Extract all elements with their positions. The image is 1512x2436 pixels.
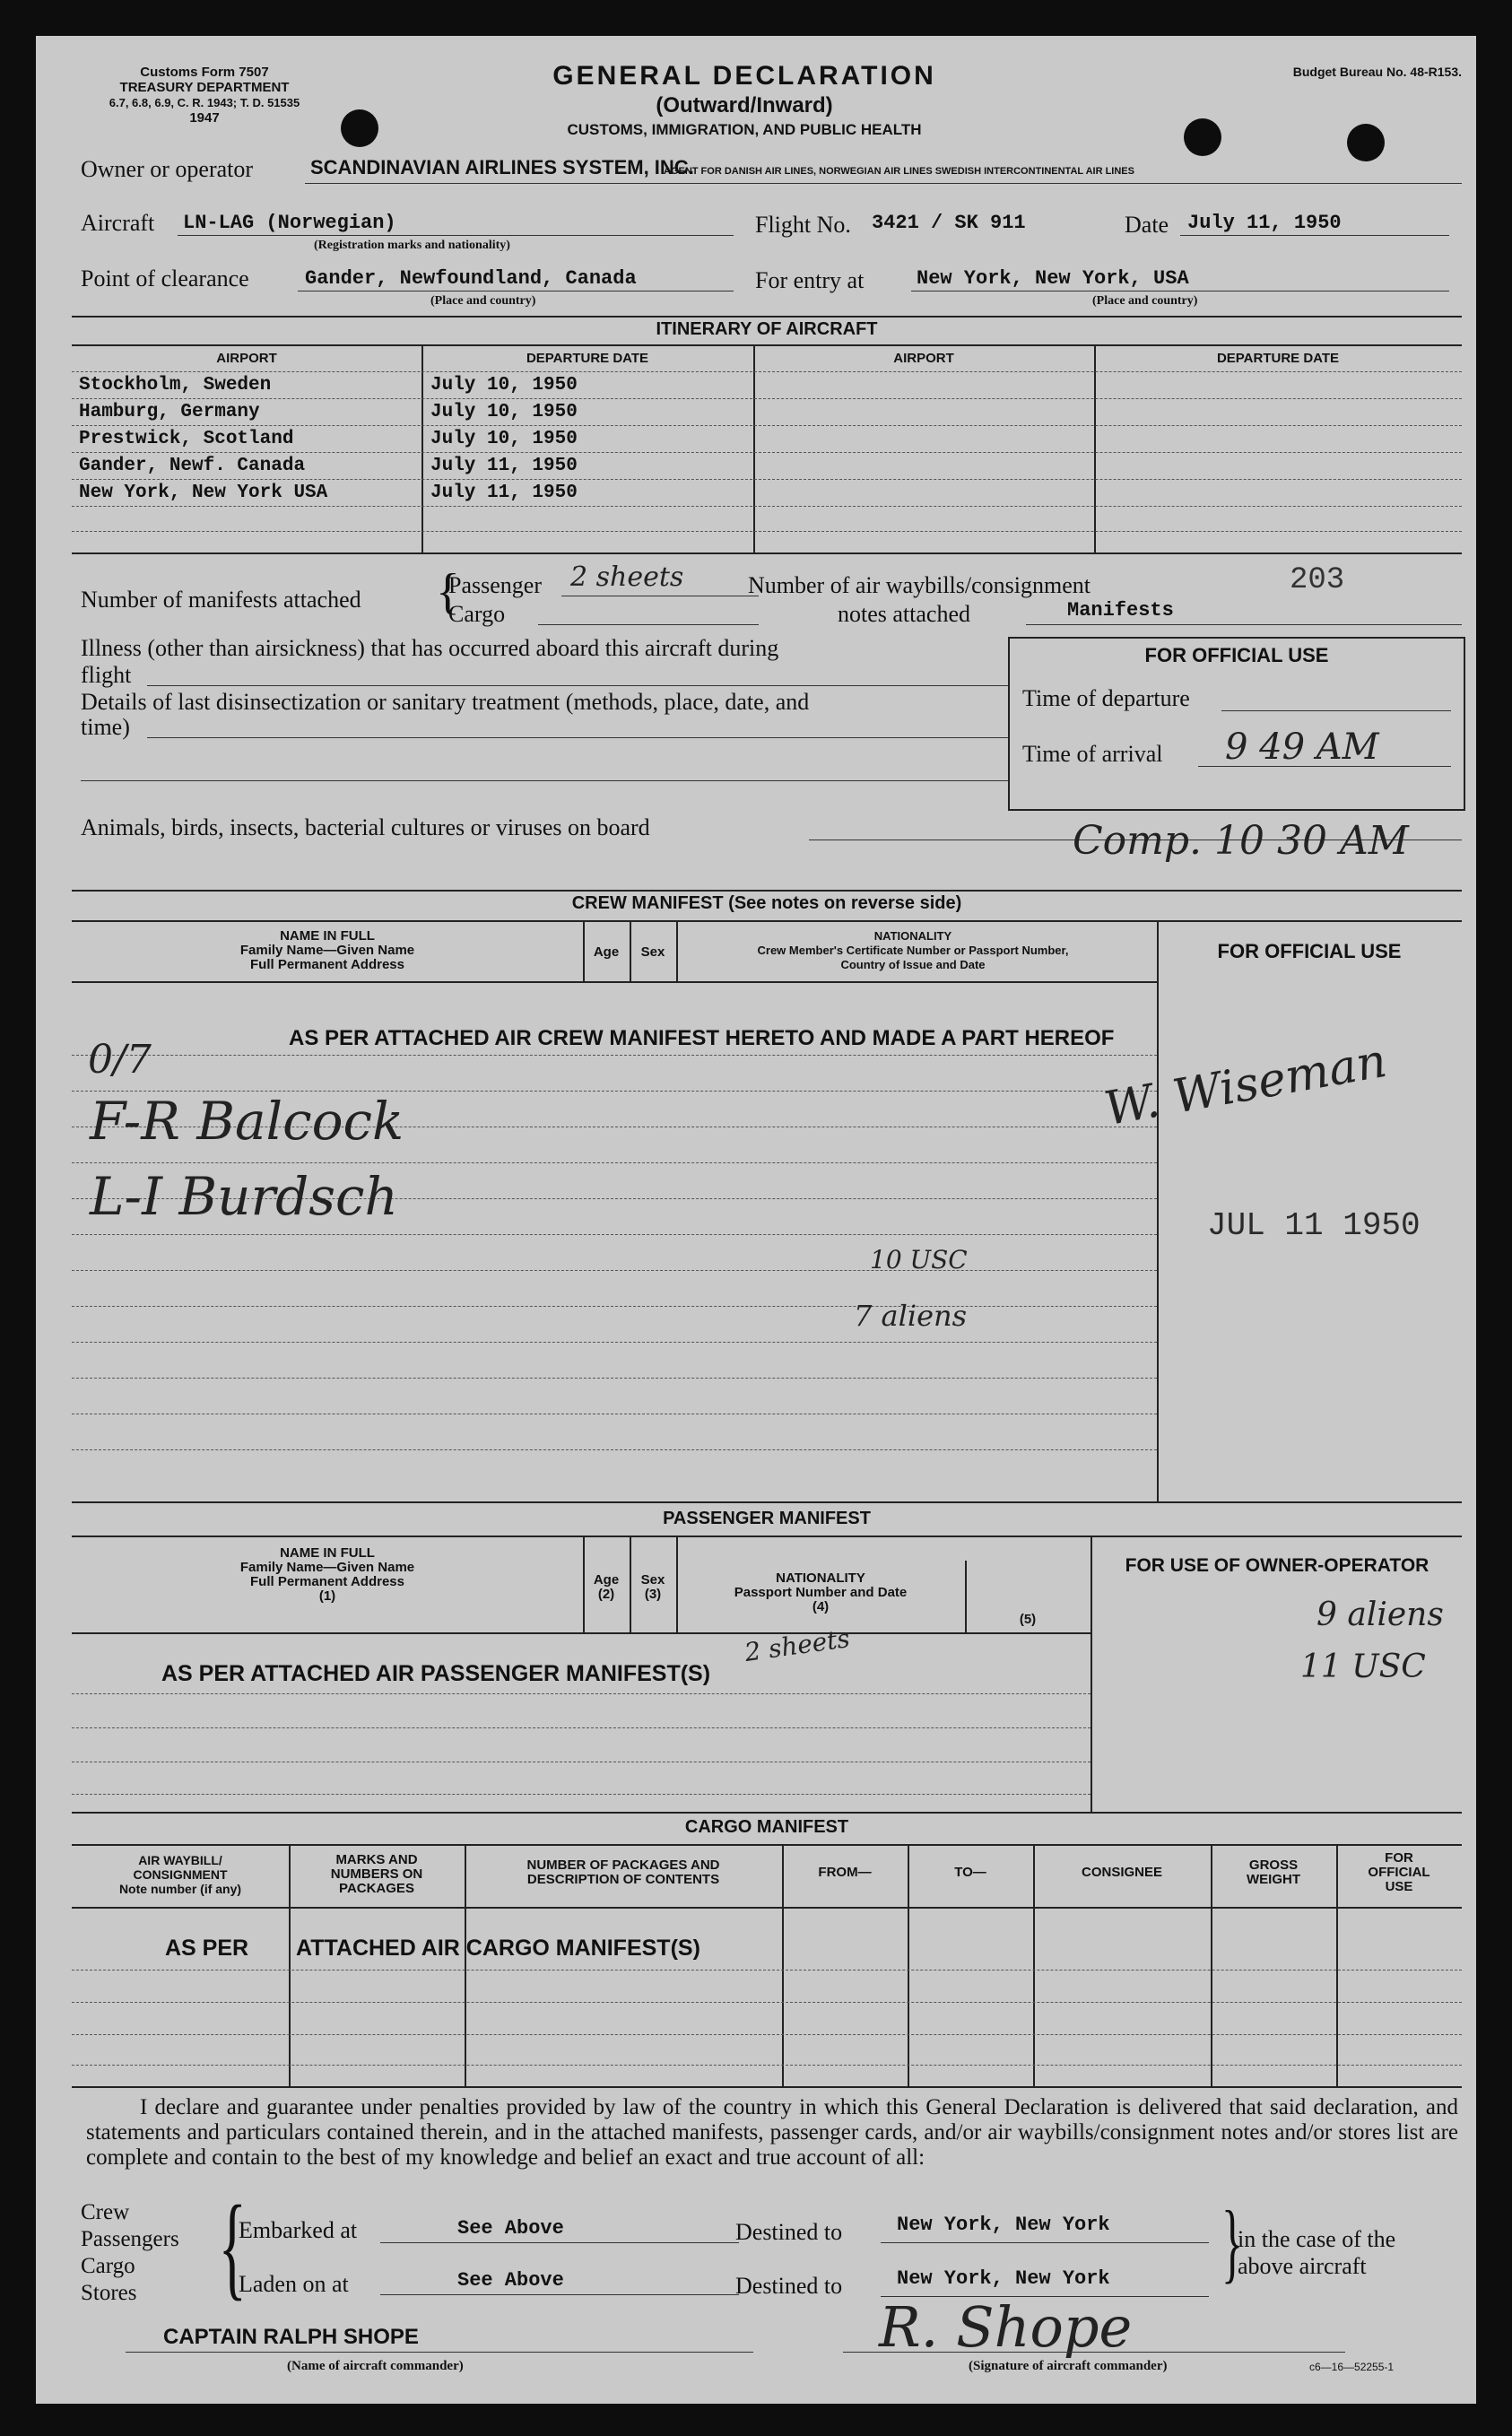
disinsect-label: Details of last disinsectization or sanitary treatment (methods, place, date, and [81,689,810,715]
captain-name: CAPTAIN RALPH SHOPE [163,2325,419,2349]
destined-value-2: New York, New York [897,2267,1110,2290]
crew-handwritten-name-2: L-I Burdsch [90,1166,398,1227]
entry-label: For entry at [755,267,865,293]
captain-signature: R. Shope [879,2294,1133,2360]
form-id-block [88,65,321,126]
clearance-caption: (Place and country) [430,294,536,308]
cargo-col-to: TO— [954,1865,986,1880]
clearance-value: Gander, Newfoundland, Canada [305,267,637,290]
passenger-label: Passenger [448,572,542,598]
cargo-label-decl: Cargo [81,2254,135,2278]
crew-col-age: Age [593,944,620,960]
pax-handwritten-usc: 11 USC [1300,1649,1426,1685]
laden-label: Laden on at [239,2271,349,2297]
budget-bureau: Budget Bureau No. 48-R153. [1292,65,1462,79]
brace-left: { [436,564,460,620]
crew-manifest-title: CREW MANIFEST (See notes on reverse side) [571,893,962,913]
itinerary-date: July 10, 1950 [430,429,578,449]
cargo-col-consignee: CONSIGNEE [1081,1865,1162,1880]
itinerary-airport: Prestwick, Scotland [79,429,294,449]
embarked-value: See Above [457,2217,564,2240]
crew-label: Crew [81,2200,130,2224]
itinerary-title: ITINERARY OF AIRCRAFT [656,319,878,339]
notes-attached-label: notes attached [838,601,970,627]
arrival-time-handwritten: 9 49 AM [1225,726,1379,768]
declaration-text: I declare and guarantee under penalties provided by law of the country in which this General Declaration is delivered that said declaration, and statements and particulars contained therein, and in the attached manifests, passenger cards, and/or air waybills/consignment notes and/or stores list are complete and contain to the best of my knowledge and belief an exact and true account of all: [86,2095,1458,2170]
stamp-number: 203 [1290,563,1345,597]
pax-col-age: Age (2) [593,1572,620,1602]
crew-handwritten-aliens: 7 aliens [854,1299,968,1333]
punch-hole [1347,124,1385,161]
punch-hole [1184,118,1221,156]
itinerary-date: July 11, 1950 [430,483,578,503]
pax-col-name: NAME IN FULL Family Name—Given Name Full Permanent Address (1) [239,1545,415,1604]
crew-col-sex: Sex [640,944,665,960]
general-declaration-form [36,36,1476,2404]
destined-label-2: Destined to [735,2273,843,2299]
inward-label: (Outward/Inward) [656,93,833,117]
page-title: GENERAL DECLARATION [552,61,936,91]
date-stamp: JUL 11 1950 [1207,1207,1421,1244]
waybills-label: Number of air waybills/consignment [748,572,1091,598]
crew-col-nationality: NATIONALITY Crew Member's Certificate Number or Passport Number, Country of Issue and Date [757,929,1069,971]
destined-value-1: New York, New York [897,2214,1110,2236]
official-use-title: FOR OFFICIAL USE [1144,644,1329,666]
owner-agent: AGENT FOR DANISH AIR LINES, NORWEGIAN AIR LINES SWEDISH INTERCONTINENTAL AIR LINES [664,166,1134,177]
entry-caption: (Place and country) [1092,294,1198,308]
cargo-col-marks: MARKS AND NUMBERS ON PACKAGES [330,1852,423,1896]
owner-value: SCANDINAVIAN AIRLINES SYSTEM, INC. [310,156,694,178]
illness-flight-label: flight [81,662,132,688]
form-year: 1947 [189,110,220,126]
owner-label: Owner or operator [81,156,254,182]
inspector-signature: W. Wiseman [1100,1033,1391,1137]
cargo-col-from: FROM— [818,1865,872,1880]
cargo-col-waybill: AIR WAYBILL/ CONSIGNMENT Note number (if any) [118,1853,242,1896]
itinerary-col-airport-2: AIRPORT [893,351,954,366]
cargo-col-weight: GROSS WEIGHT [1247,1857,1300,1887]
above-aircraft-label: above aircraft [1238,2253,1367,2279]
clearance-label: Point of clearance [81,265,249,291]
page-subtitle: CUSTOMS, IMMIGRATION, AND PUBLIC HEALTH [567,121,922,138]
waybills-value: Manifests [1067,599,1174,622]
pax-col-owner: FOR USE OF OWNER-OPERATOR [1125,1555,1429,1576]
destined-label-1: Destined to [735,2219,843,2245]
crew-per-attached: AS PER ATTACHED AIR CREW MANIFEST HERETO AND MADE A PART HEREOF [289,1026,1115,1050]
pax-per-attached: AS PER ATTACHED AIR PASSENGER MANIFEST(S) [161,1661,711,1686]
print-code: c6—16—52255-1 [1309,2361,1395,2373]
cargo-col-official: FOR OFFICIAL USE [1368,1850,1430,1894]
itinerary-date: July 10, 1950 [430,375,578,396]
entry-value: New York, New York, USA [917,267,1189,290]
cargo-per-attached-1: AS PER [165,1936,249,1961]
crew-handwritten-count: 0/7 [88,1037,152,1083]
pax-col-sex: Sex (3) [640,1572,665,1602]
itinerary-date: July 11, 1950 [430,456,578,476]
passengers-label: Passengers [81,2227,179,2251]
comp-handwritten: Comp. 10 30 AM [1073,818,1409,864]
in-case-block [1238,2226,1395,2280]
cargo-label: Cargo [448,601,506,627]
customs-form-number: Customs Form 7507 [140,65,269,80]
itinerary-airport: Gander, Newf. Canada [79,456,306,476]
date-value: July 11, 1950 [1187,212,1342,234]
animals-label: Animals, birds, insects, bacterial cultures or viruses on board [81,814,650,840]
signature-caption: (Signature of aircraft commander) [969,2359,1168,2373]
arrival-time-label: Time of arrival [1022,741,1163,767]
punch-hole [341,109,378,147]
in-case-label: in the case of the [1238,2226,1396,2252]
official-use-box [1008,637,1465,811]
cargo-col-description: NUMBER OF PACKAGES AND DESCRIPTION OF CONTENTS [526,1857,720,1887]
aircraft-label: Aircraft [81,210,155,236]
passenger-manifest-title: PASSENGER MANIFEST [663,1509,871,1528]
pax-handwritten-aliens: 9 aliens [1316,1596,1444,1633]
cargo-manifest-title: CARGO MANIFEST [684,1817,849,1837]
treasury-dept: TREASURY DEPARTMENT [119,80,290,95]
laden-value: See Above [457,2269,564,2292]
regulations: 6.7, 6.8, 6.9, C. R. 1943; T. D. 51535 [109,96,300,109]
declaration-categories [81,2199,179,2307]
itinerary-airport: New York, New York USA [79,483,328,503]
crew-col-name: NAME IN FULL Family Name—Given Name Full Permanent Address [239,928,415,972]
passenger-sheets-handwritten: 2 sheets [570,561,684,593]
brace-categories: { [218,2182,247,2311]
stores-label: Stores [81,2281,137,2305]
itinerary-airport: Stockholm, Sweden [79,375,272,396]
crew-handwritten-usc: 10 USC [870,1245,968,1275]
brace-destined: } [1221,2192,1243,2292]
itinerary-col-airport: AIRPORT [216,351,277,366]
illness-label: Illness (other than airsickness) that has occurred aboard this aircraft during [81,635,779,661]
manifests-label: Number of manifests attached [81,587,361,613]
aircraft-value: LN-LAG (Norwegian) [183,212,396,234]
pax-col-5: (5) [1019,1612,1037,1627]
crew-handwritten-name-1: F-R Balcock [90,1091,404,1152]
disinsect-time-label: time) [81,714,130,740]
date-label: Date [1125,212,1169,238]
flight-value: 3421 / SK 911 [872,212,1026,234]
pax-col-nationality: NATIONALITY Passport Number and Date (4) [734,1570,908,1614]
itinerary-date: July 10, 1950 [430,402,578,422]
crew-col-official: FOR OFFICIAL USE [1217,940,1402,962]
departure-time-label: Time of departure [1022,685,1190,711]
embarked-label: Embarked at [239,2217,358,2243]
cargo-per-attached-2: ATTACHED AIR CARGO MANIFEST(S) [296,1936,700,1961]
flight-label: Flight No. [755,212,851,238]
itinerary-col-departure-2: DEPARTURE DATE [1216,351,1340,366]
aircraft-caption: (Registration marks and nationality) [314,239,510,252]
itinerary-airport: Hamburg, Germany [79,402,260,422]
pax-handwritten-sheets: 2 sheets [743,1623,852,1668]
captain-caption: (Name of aircraft commander) [287,2359,464,2373]
itinerary-col-departure: DEPARTURE DATE [526,351,649,366]
